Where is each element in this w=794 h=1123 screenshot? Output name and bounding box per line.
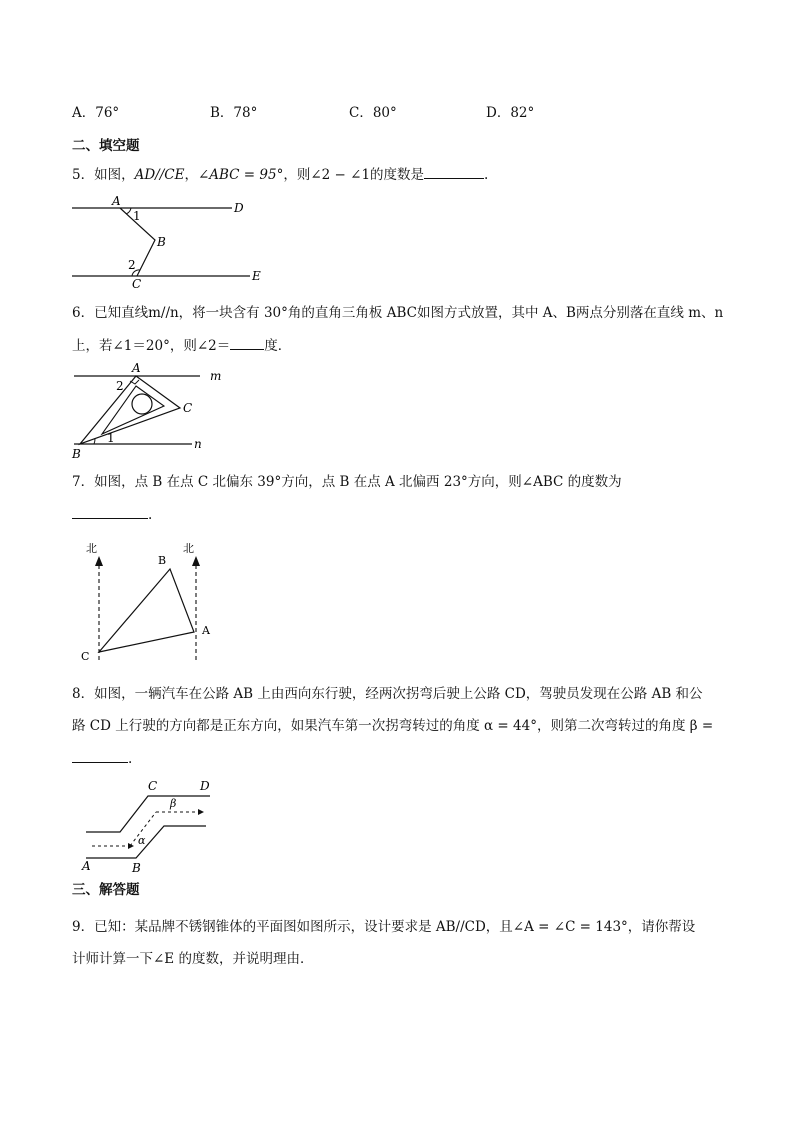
label-angle-2: 2 xyxy=(116,379,124,393)
label-c: C xyxy=(132,277,142,291)
label-angle-2: 2 xyxy=(128,258,136,272)
question-8-line-1: 8．如图，一辆汽车在公路 AB 上由西向东行驶，经两次拐弯后驶上公路 CD，驾驶员发现在公路 AB 和公 xyxy=(72,686,703,702)
section-heading-answer: 三、解答题 xyxy=(72,882,140,898)
answer-blank[interactable] xyxy=(230,335,264,350)
label-c: C xyxy=(183,401,193,415)
label-beta: β xyxy=(170,797,177,810)
label-north-right: 北 xyxy=(183,542,194,555)
label-b: B xyxy=(72,447,81,461)
label-c: C xyxy=(81,650,90,663)
question-8-line-3: . xyxy=(72,748,132,769)
question-7-figure xyxy=(72,538,232,668)
question-8-figure xyxy=(72,776,232,876)
answer-blank[interactable] xyxy=(424,164,484,179)
label-alpha: α xyxy=(138,834,146,847)
label-d: D xyxy=(200,779,210,793)
label-m: m xyxy=(210,369,222,383)
label-a: A xyxy=(112,194,121,208)
question-7-line-1: 7．如图，点 B 在点 C 北偏东 39°方向，点 B 在点 A 北偏西 23°方向，则∠ABC 的度数为 xyxy=(72,474,622,490)
label-b: B xyxy=(158,554,167,567)
label-angle-1: 1 xyxy=(133,209,141,223)
label-n: n xyxy=(194,437,202,451)
label-north-left: 北 xyxy=(86,542,97,555)
label-a: A xyxy=(132,362,141,375)
question-8-line-2: 路 CD 上行驶的方向都是正东方向，如果汽车第一次拐弯转过的角度 α = 44°，则第二次弯转过的角度 β = xyxy=(72,718,714,734)
label-b: B xyxy=(157,235,166,249)
option-b: B．78° xyxy=(210,105,258,121)
answer-blank[interactable] xyxy=(72,748,128,763)
question-5-text: 5．如图，AD//CE，∠ABC = 95°，则∠2 − ∠1的度数是 . xyxy=(72,164,488,185)
label-angle-1: 1 xyxy=(107,431,115,445)
answer-blank[interactable] xyxy=(72,504,148,519)
question-9-line-2: 计师计算一下∠E 的度数，并说明理由． xyxy=(72,951,314,967)
question-9-line-1: 9．已知：某品牌不锈钢锥体的平面图如图所示，设计要求是 AB//CD，且∠A = ∠C = 143°，请你帮设 xyxy=(72,919,696,935)
question-7-line-2: . xyxy=(72,504,152,525)
label-c: C xyxy=(148,779,158,793)
question-6-line-1: 6．已知直线m//n，将一块含有 30°角的直角三角板 ABC如图方式放置，其中 A、B两点分别落在直线 m、n xyxy=(72,305,724,321)
question-6-figure xyxy=(64,362,244,462)
question-5-figure xyxy=(60,192,280,292)
option-a: A．76° xyxy=(72,105,120,121)
label-a: A xyxy=(202,624,210,637)
label-b: B xyxy=(132,861,141,875)
option-c: C．80° xyxy=(349,105,397,121)
option-d: D．82° xyxy=(486,105,535,121)
label-a: A xyxy=(82,859,91,873)
label-e: E xyxy=(252,269,261,283)
section-heading-fill-blank: 二、填空题 xyxy=(72,138,140,154)
question-6-line-2: 上，若∠1＝20°，则∠2＝ 度． xyxy=(72,335,291,356)
label-d: D xyxy=(234,201,244,215)
